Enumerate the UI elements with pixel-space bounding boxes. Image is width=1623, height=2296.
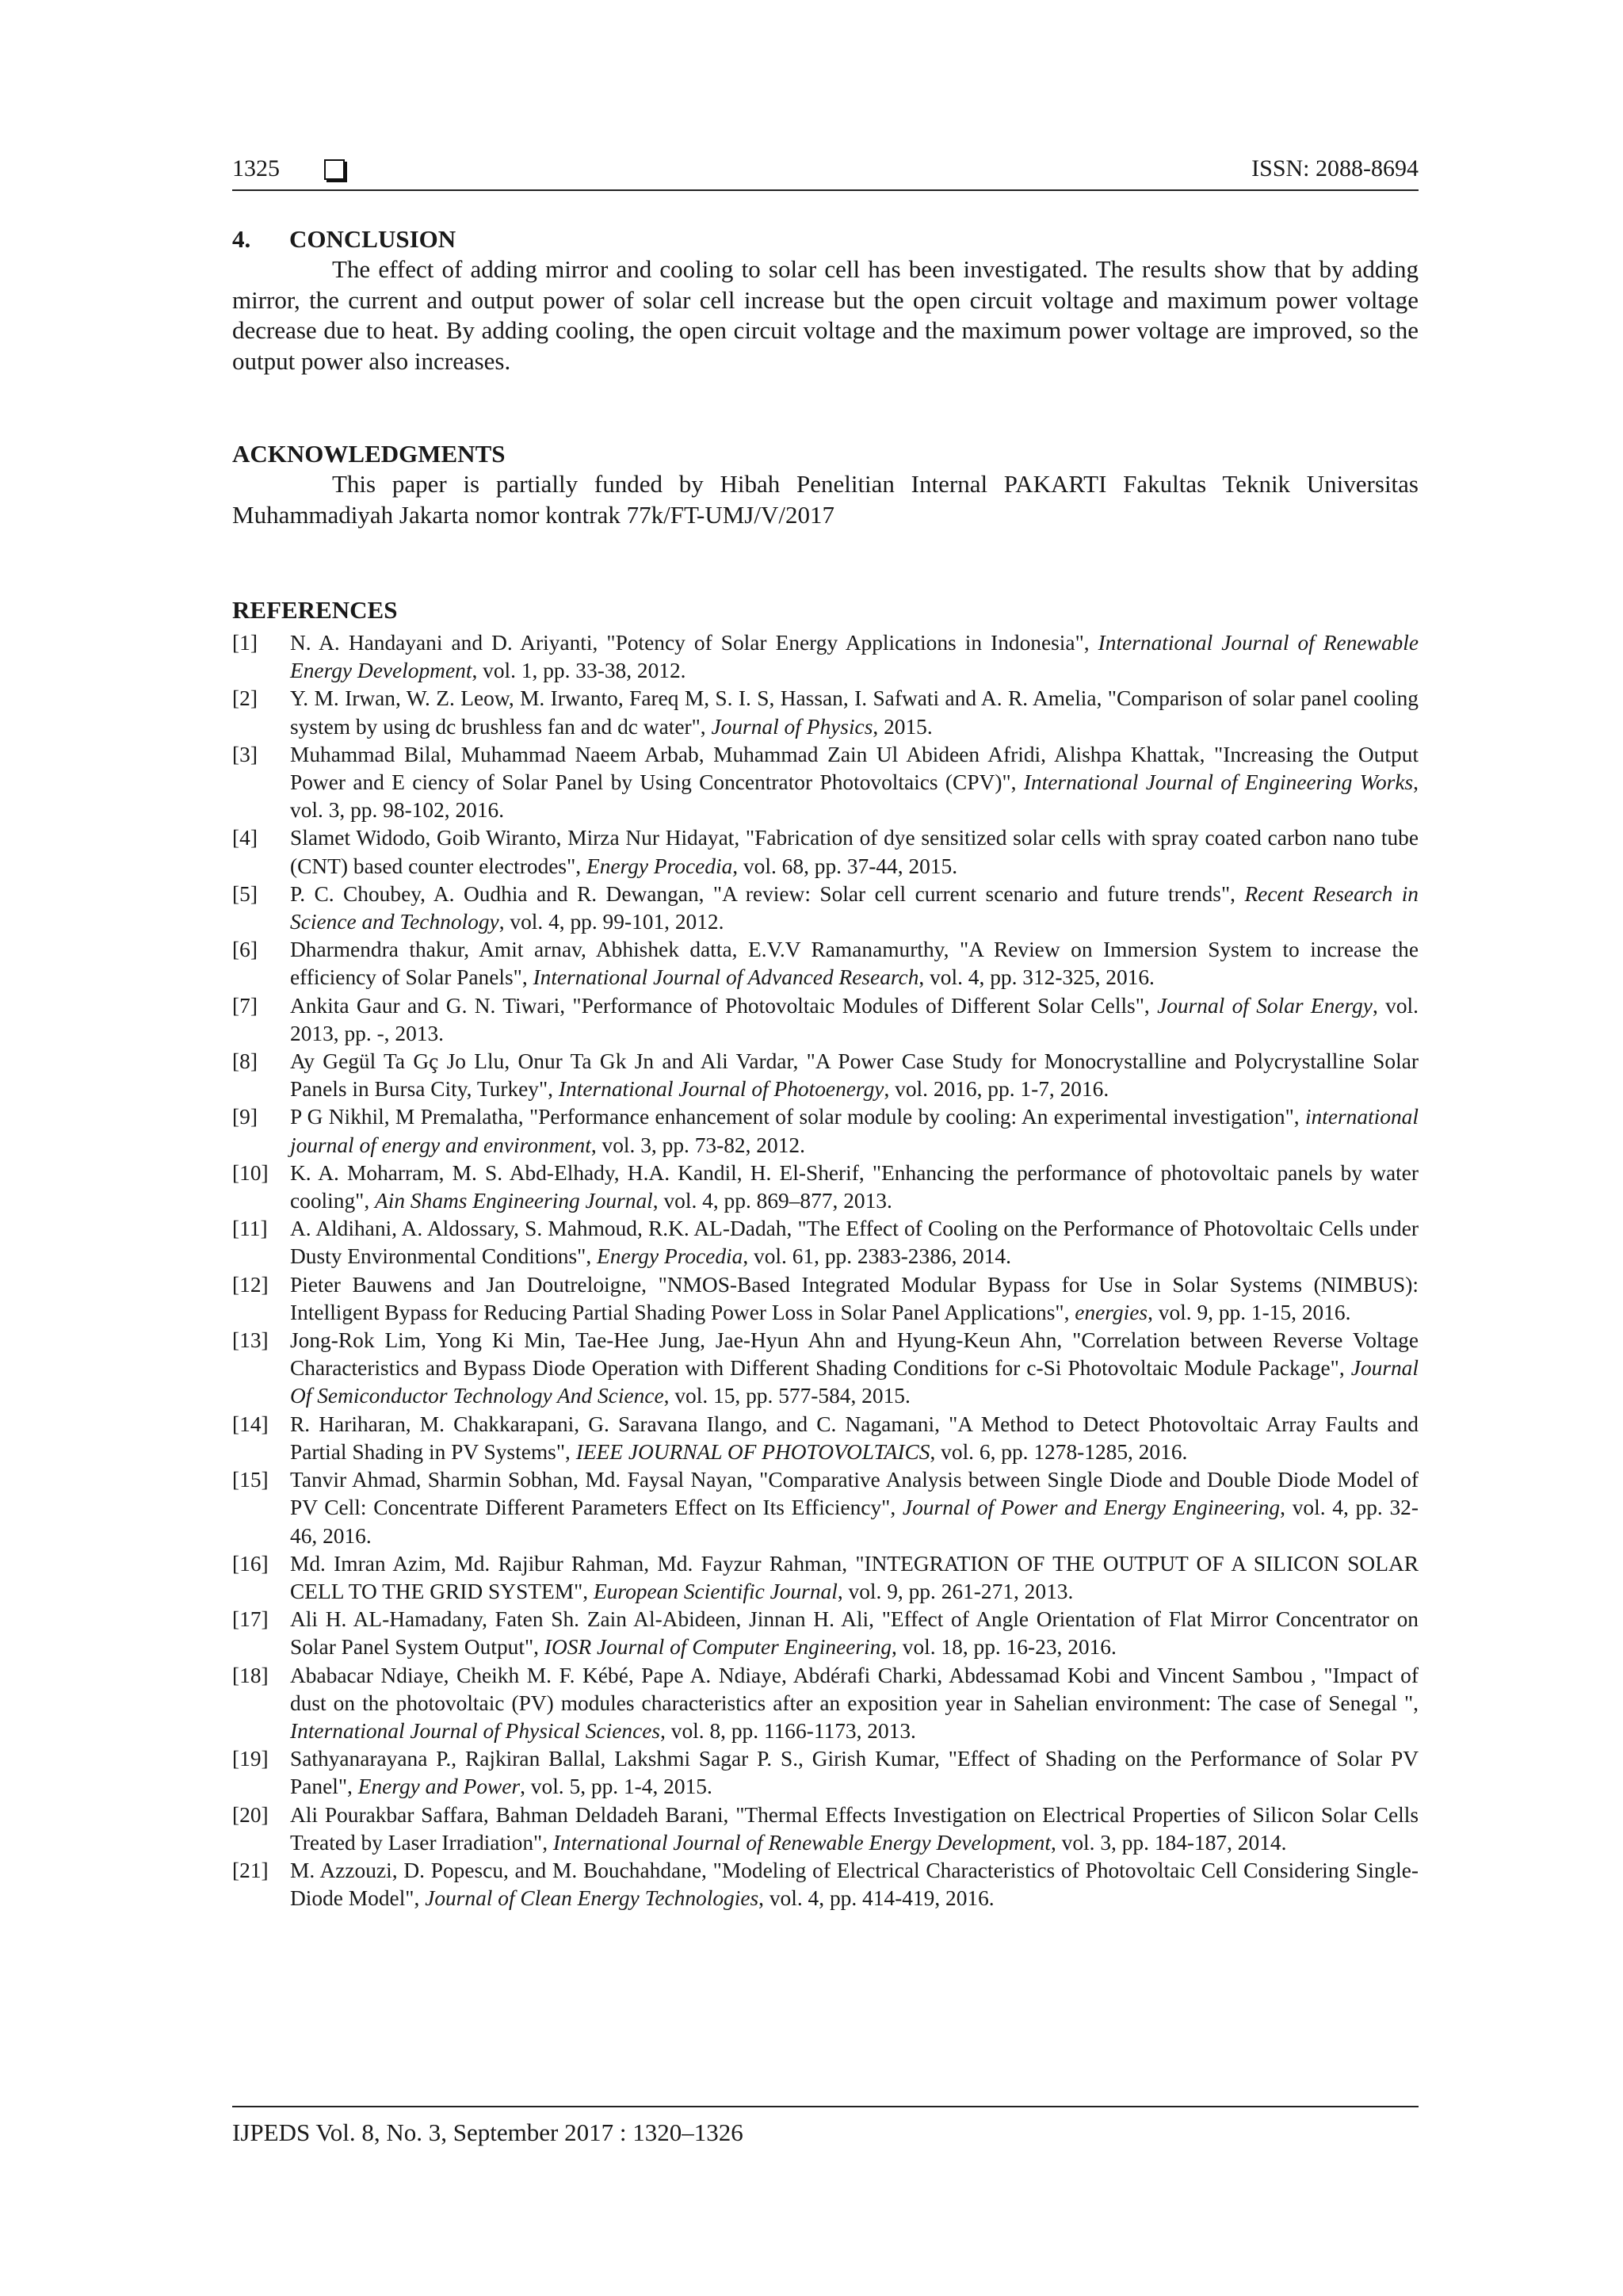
issn-label: ISSN: 2088-8694	[1251, 155, 1419, 181]
reference-journal: energies	[1075, 1300, 1148, 1324]
reference-authors-title: M. Azzouzi, D. Popescu, and M. Bouchahdane, "Modeling of Electrical Characteristics of Photovoltaic Cell Considering Single-Diode Model",	[290, 1858, 1419, 1911]
reference-item	[232, 685, 1419, 740]
reference-authors-title: N. A. Handayani and D. Ariyanti, "Potency of Solar Energy Applications in Indonesia",	[290, 631, 1098, 655]
acknowledgments-heading: ACKNOWLEDGMENTS	[232, 440, 506, 468]
section-number: 4.	[232, 225, 251, 253]
reference-journal: Journal of Power and Energy Engineering	[902, 1496, 1281, 1520]
reference-details: , vol. 4, pp. 869–877, 2013.	[652, 1189, 892, 1213]
reference-item	[232, 1857, 1419, 1912]
reference-item	[232, 1048, 1419, 1103]
reference-text	[290, 1411, 1419, 1466]
reference-item	[232, 1159, 1419, 1215]
reference-journal: Journal Of Semiconductor Technology And Science	[290, 1356, 1419, 1408]
reference-details: , vol. 68, pp. 37-44, 2015.	[732, 854, 958, 878]
reference-authors-title: Ali Pourakbar Saffara, Bahman Deldadeh Barani, "Thermal Effects Investigation on Electrical Properties of Silicon Solar Cells Treated by Laser Irradiation",	[290, 1802, 1419, 1855]
reference-authors-title: Muhammad Bilal, Muhammad Naeem Arbab, Muhammad Zain Ul Abideen Afridi, Alishpa Khattak, "Increasing the Output Power and E ciency of Solar Panel by Using Concentrator Photovoltaics (CPV)",	[290, 742, 1419, 795]
reference-text	[290, 1103, 1419, 1159]
reference-details: , vol. 15, pp. 577-584, 2015.	[663, 1384, 911, 1408]
reference-item	[232, 1411, 1419, 1466]
reference-authors-title: Ankita Gaur and G. N. Tiwari, "Performance of Photovoltaic Modules of Different Solar Cells",	[290, 993, 1158, 1018]
reference-details: , vol. 2016, pp. 1-7, 2016.	[884, 1077, 1109, 1102]
reference-number: [21]	[232, 1858, 269, 1882]
reference-authors-title: R. Hariharan, M. Chakkarapani, G. Saravana Ilango, and C. Nagamani, "A Method to Detect Photovoltaic Array Faults and Partial Shading in PV Systems",	[290, 1412, 1419, 1464]
reference-details: , vol. 8, pp. 1166-1173, 2013.	[660, 1718, 916, 1743]
reference-journal: International Journal of Physical Sciences	[290, 1718, 661, 1743]
reference-details: , vol. 3, pp. 73-82, 2012.	[590, 1133, 805, 1157]
reference-journal: IEEE JOURNAL OF PHOTOVOLTAICS	[575, 1439, 930, 1464]
reference-details: , vol. 2013, pp. -, 2013.	[290, 993, 1419, 1045]
reference-authors-title: Ali H. AL-Hamadany, Faten Sh. Zain Al-Abideen, Jinnan H. Ali, "Effect of Angle Orientation of Flat Mirror Concentrator on Solar Panel System Output",	[290, 1607, 1419, 1660]
reference-text	[290, 1466, 1419, 1550]
reference-authors-title: Slamet Widodo, Goib Wiranto, Mirza Nur Hidayat, "Fabrication of dye sensitized solar cells with spray coated carbon nano tube (CNT) based counter electrodes",	[290, 826, 1419, 878]
reference-text	[290, 685, 1419, 740]
reference-journal: Journal of Solar Energy	[1157, 993, 1373, 1018]
reference-text	[290, 1801, 1419, 1857]
reference-number: [13]	[232, 1328, 269, 1353]
reference-authors-title: Y. M. Irwan, W. Z. Leow, M. Irwanto, Fareq M, S. I. S, Hassan, I. Safwati and A. R. Amelia, "Comparison of solar panel cooling system by using dc brushless fan and dc water",	[290, 686, 1419, 739]
page-number: 1325	[232, 155, 280, 181]
reference-journal: International Journal of Photoenergy	[558, 1077, 884, 1102]
reference-item	[232, 992, 1419, 1048]
reference-number: [7]	[232, 993, 258, 1018]
reference-number: [5]	[232, 881, 258, 906]
reference-details: , vol. 9, pp. 261-271, 2013.	[837, 1579, 1074, 1603]
reference-details: , vol. 18, pp. 16-23, 2016.	[892, 1635, 1117, 1660]
reference-item	[232, 1606, 1419, 1661]
reference-item	[232, 629, 1419, 685]
conclusion-heading	[232, 223, 456, 255]
conclusion-paragraph: The effect of adding mirror and cooling to solar cell has been investigated. The results show that by adding mirror, the current and output power of solar cell increase but the open circuit voltage and maximum power voltage decrease due to heat. By adding cooling, the open circuit voltage and the maximum power voltage are improved, so the output power also increases.	[232, 255, 1419, 375]
reference-details: , vol. 3, pp. 184-187, 2014.	[1050, 1830, 1287, 1855]
page-header	[232, 153, 1419, 191]
reference-number: [14]	[232, 1412, 269, 1436]
reference-journal: International Journal of Engineering Works	[1023, 770, 1414, 795]
reference-details: , vol. 9, pp. 1-15, 2016.	[1148, 1300, 1351, 1324]
reference-journal: European Scientific Journal	[594, 1579, 838, 1603]
reference-journal: Ain Shams Engineering Journal	[375, 1189, 653, 1213]
reference-item	[232, 1550, 1419, 1606]
reference-journal: IOSR Journal of Computer Engineering	[544, 1635, 892, 1660]
reference-item	[232, 824, 1419, 880]
acknowledgments-paragraph: This paper is partially funded by Hibah Penelitian Internal PAKARTI Fakultas Teknik Universitas Muhammadiyah Jakarta nomor kontrak 77k/FT-UMJ/V/2017	[232, 470, 1419, 529]
reference-details: , vol. 1, pp. 33-38, 2012.	[472, 659, 686, 683]
reference-item	[232, 1327, 1419, 1411]
reference-number: [2]	[232, 686, 258, 711]
reference-text	[290, 1550, 1419, 1606]
reference-journal: International Journal of Renewable Energy Development	[552, 1830, 1051, 1855]
reference-text	[290, 881, 1419, 936]
reference-item	[232, 1271, 1419, 1327]
reference-text	[290, 936, 1419, 991]
reference-number: [3]	[232, 742, 258, 766]
reference-authors-title: Pieter Bauwens and Jan Doutreloigne, "NMOS-Based Integrated Modular Bypass for Use in Solar Systems (NIMBUS): Intelligent Bypass for Reducing Partial Shading Power Loss in Solar Panel Applications",	[290, 1272, 1419, 1324]
reference-details: , vol. 4, pp. 32-46, 2016.	[290, 1496, 1419, 1548]
reference-text	[290, 1327, 1419, 1411]
reference-journal: Energy and Power	[357, 1775, 521, 1799]
reference-authors-title: Jong-Rok Lim, Yong Ki Min, Tae-Hee Jung, Jae-Hyun Ahn and Hyung-Keun Ahn, "Correlation between Reverse Voltage Characteristics and Bypass Diode Operation with Different Shading Conditions for c-Si Photovoltaic Module Package",	[290, 1328, 1419, 1381]
reference-number: [6]	[232, 938, 258, 962]
reference-number: [9]	[232, 1105, 258, 1129]
reference-authors-title: Tanvir Ahmad, Sharmin Sobhan, Md. Faysal Nayan, "Comparative Analysis between Single Diode and Double Diode Model of PV Cell: Concentrate Different Parameters Effect on Its Efficiency",	[290, 1468, 1419, 1520]
reference-journal: Energy Procedia	[597, 1244, 743, 1269]
reference-number: [12]	[232, 1272, 269, 1297]
reference-text	[290, 1745, 1419, 1801]
references-list	[232, 629, 1419, 1912]
reference-text	[290, 1159, 1419, 1215]
reference-number: [10]	[232, 1160, 269, 1185]
reference-item	[232, 1215, 1419, 1270]
reference-authors-title: P. C. Choubey, A. Oudhia and R. Dewangan, "A review: Solar cell current scenario and future trends",	[290, 881, 1245, 906]
footer-citation: IJPEDS Vol. 8, No. 3, September 2017 : 1320–1326	[232, 2118, 743, 2146]
reference-details: , vol. 4, pp. 99-101, 2012.	[498, 910, 724, 934]
reference-number: [17]	[232, 1607, 269, 1632]
reference-authors-title: Dharmendra thakur, Amit arnav, Abhishek datta, E.V.V Ramanamurthy, "A Review on Immersion System to increase the efficiency of Solar Panels",	[290, 938, 1419, 990]
reference-number: [1]	[232, 631, 258, 655]
reference-item	[232, 1745, 1419, 1801]
reference-text	[290, 824, 1419, 880]
reference-details: , vol. 3, pp. 98-102, 2016.	[290, 770, 1419, 823]
reference-details: , vol. 61, pp. 2383-2386, 2014.	[743, 1244, 1011, 1269]
reference-number: [8]	[232, 1049, 258, 1074]
reference-authors-title: P G Nikhil, M Premalatha, "Performance enhancement of solar module by cooling: An experimental investigation",	[290, 1105, 1305, 1129]
reference-authors-title: A. Aldihani, A. Aldossary, S. Mahmoud, R.K. AL-Dadah, "The Effect of Cooling on the Performance of Photovoltaic Cells under Dusty Environmental Conditions",	[290, 1217, 1419, 1269]
reference-details: , vol. 4, pp. 414-419, 2016.	[758, 1886, 995, 1911]
reference-item	[232, 881, 1419, 936]
page-footer	[232, 2106, 1419, 2149]
reference-number: [19]	[232, 1747, 269, 1771]
reference-details: , vol. 5, pp. 1-4, 2015.	[520, 1775, 712, 1799]
reference-journal: Recent Research in Science and Technology	[290, 881, 1419, 934]
references-heading: REFERENCES	[232, 596, 398, 624]
reference-item	[232, 936, 1419, 991]
reference-text	[290, 1857, 1419, 1912]
reference-journal: International Journal of Advanced Research	[533, 965, 919, 990]
reference-text	[290, 1048, 1419, 1103]
reference-authors-title: Ababacar Ndiaye, Cheikh M. F. Kébé, Pape A. Ndiaye, Abdérafi Charki, Abdessamad Kobi and Vincent Sambou , "Impact of dust on the photovoltaic (PV) modules characteristics after an exposition year in Sahelian environment: The case of Senegal ",	[290, 1663, 1419, 1715]
reference-authors-title: Ay Gegül Ta Gç Jo Llu, Onur Ta Gk Jn and Ali Vardar, "A Power Case Study for Monocrystalline and Polycrystalline Solar Panels in Bursa City, Turkey",	[290, 1049, 1419, 1102]
reference-authors-title: Sathyanarayana P., Rajkiran Ballal, Lakshmi Sagar P. S., Girish Kumar, "Effect of Shading on the Performance of Solar PV Panel",	[290, 1747, 1419, 1799]
reference-details: , 2015.	[873, 714, 933, 739]
reference-item	[232, 1103, 1419, 1159]
reference-text	[290, 629, 1419, 685]
reference-text	[290, 1606, 1419, 1661]
reference-number: [11]	[232, 1217, 268, 1241]
reference-details: , vol. 4, pp. 312-325, 2016.	[918, 965, 1155, 990]
reference-number: [18]	[232, 1663, 269, 1687]
reference-text	[290, 1662, 1419, 1746]
square-bullet-icon	[324, 159, 345, 180]
reference-item	[232, 1801, 1419, 1857]
reference-journal: Energy Procedia	[586, 854, 733, 878]
reference-journal: International Journal of Renewable Energy Development	[290, 631, 1419, 683]
reference-item	[232, 741, 1419, 825]
reference-item	[232, 1466, 1419, 1550]
reference-item	[232, 1662, 1419, 1746]
reference-journal: international journal of energy and environment	[290, 1105, 1419, 1157]
reference-number: [4]	[232, 826, 258, 850]
reference-journal: Journal of Clean Energy Technologies	[425, 1886, 759, 1911]
reference-details: , vol. 6, pp. 1278-1285, 2016.	[930, 1439, 1188, 1464]
reference-number: [15]	[232, 1468, 269, 1492]
reference-text	[290, 741, 1419, 825]
reference-authors-title: K. A. Moharram, M. S. Abd-Elhady, H.A. Kandil, H. El-Sherif, "Enhancing the performance of photovoltaic panels by water cooling",	[290, 1160, 1419, 1213]
reference-text	[290, 992, 1419, 1048]
reference-number: [20]	[232, 1802, 269, 1827]
reference-text	[290, 1215, 1419, 1270]
section-title: CONCLUSION	[289, 225, 456, 253]
reference-authors-title: Md. Imran Azim, Md. Rajibur Rahman, Md. Fayzur Rahman, "INTEGRATION OF THE OUTPUT OF A SILICON SOLAR CELL TO THE GRID SYSTEM",	[290, 1551, 1419, 1603]
reference-journal: Journal of Physics	[711, 714, 873, 739]
reference-text	[290, 1271, 1419, 1327]
reference-number: [16]	[232, 1551, 269, 1576]
